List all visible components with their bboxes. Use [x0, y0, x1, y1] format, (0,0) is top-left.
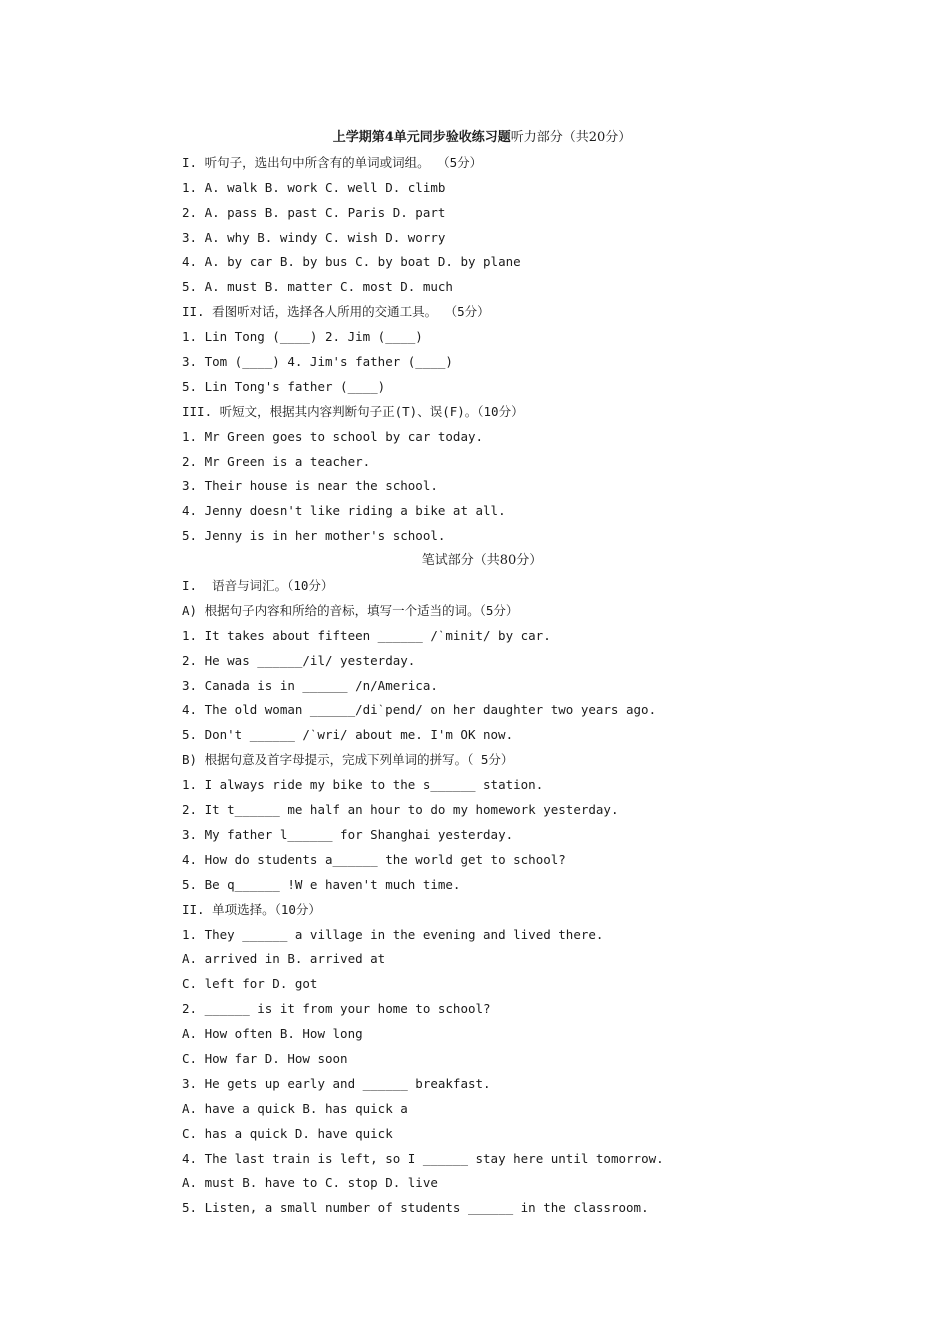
text-line: 5. Be q______ !W e haven't much time.	[182, 876, 461, 892]
text-line: 4. The old woman ______/diˋpend/ on her daughter two years ago.	[182, 702, 657, 718]
text-line: 5. Listen, a small number of students ______ in the classroom.	[182, 1200, 649, 1216]
text-line: 3. He gets up early and ______ breakfast.	[182, 1075, 491, 1091]
text-line: A. have a quick B. has quick a	[182, 1100, 408, 1116]
text-line: 2. Mr Green is a teacher.	[182, 453, 371, 469]
text-line: 1. Lin Tong (____) 2. Jim (____)	[182, 329, 423, 345]
text-line: A. must B. have to C. stop D. live	[182, 1175, 438, 1191]
text-line: III. 听短文，根据其内容判断句子正(T)、误(F)。（10分）	[182, 403, 524, 419]
text-line: 3. A. why B. windy C. wish D. worry	[182, 229, 446, 245]
text-line: II. 看图听对话，选择各人所用的交通工具。 （5分）	[182, 304, 490, 320]
document-title	[182, 126, 782, 151]
written-section	[182, 574, 782, 1221]
written-section-title: 笔试部分（共80分）	[421, 553, 543, 569]
text-line: 5. Don't ______ /ˋwri/ about me. I'm OK now.	[182, 727, 514, 743]
text-line: 2. He was ______/il/ yesterday.	[182, 652, 416, 668]
text-line: 4. Jenny doesn't like riding a bike at all.	[182, 503, 506, 519]
text-line: C. has a quick D. have quick	[182, 1125, 393, 1141]
text-line: 4. How do students a______ the world get to school?	[182, 851, 566, 867]
text-line: A. arrived in B. arrived at	[182, 951, 386, 967]
text-line: B) 根据句意及首字母提示，完成下列单词的拼写。（ 5分）	[182, 752, 514, 768]
text-line: 5. A. must B. matter C. most D. much	[182, 279, 453, 295]
text-line: A) 根据句子内容和所给的音标，填写一个适当的词。（5分）	[182, 602, 519, 618]
text-line: A. How often B. How long	[182, 1026, 363, 1042]
text-line: 3. Tom (____) 4. Jim's father (____)	[182, 354, 453, 370]
text-line: 3. Their house is near the school.	[182, 478, 438, 494]
listening-section	[182, 151, 782, 549]
text-line: II. 单项选择。（10分）	[182, 901, 321, 917]
text-line: I. 听句子，选出句中所含有的单词或词组。 （5分）	[182, 154, 483, 170]
text-line: 1. A. walk B. work C. well D. climb	[182, 179, 446, 195]
text-line: 5. Lin Tong's father (____)	[182, 378, 386, 394]
text-line: 3. Canada is in ______ /n/America.	[182, 677, 438, 693]
text-line: I. 语音与词汇。（10分）	[182, 578, 334, 594]
text-line: 3. My father l______ for Shanghai yesterday.	[182, 826, 514, 842]
document-page	[182, 126, 782, 1221]
text-line: C. left for D. got	[182, 976, 318, 992]
title-listening-section: 听力部分（共20分）	[510, 130, 632, 145]
text-line: 1. I always ride my bike to the s______ station.	[182, 777, 544, 793]
title-bold: 上学期第4单元同步验收练习题	[332, 130, 511, 145]
text-line: 1. It takes about fifteen ______ /ˋminit/ by car.	[182, 627, 551, 643]
text-line: 2. A. pass B. past C. Paris D. part	[182, 204, 446, 220]
text-line: C. How far D. How soon	[182, 1050, 348, 1066]
text-line: 1. They ______ a village in the evening and lived there.	[182, 926, 604, 942]
text-line: 5. Jenny is in her mother's school.	[182, 528, 446, 544]
text-line: 4. The last train is left, so I ______ stay here until tomorrow.	[182, 1150, 664, 1166]
text-line: 4. A. by car B. by bus C. by boat D. by plane	[182, 254, 521, 270]
text-line: 2. ______ is it from your home to school?	[182, 1001, 491, 1017]
text-line: 1. Mr Green goes to school by car today.	[182, 428, 484, 444]
text-line: 2. It t______ me half an hour to do my homework yesterday.	[182, 802, 619, 818]
